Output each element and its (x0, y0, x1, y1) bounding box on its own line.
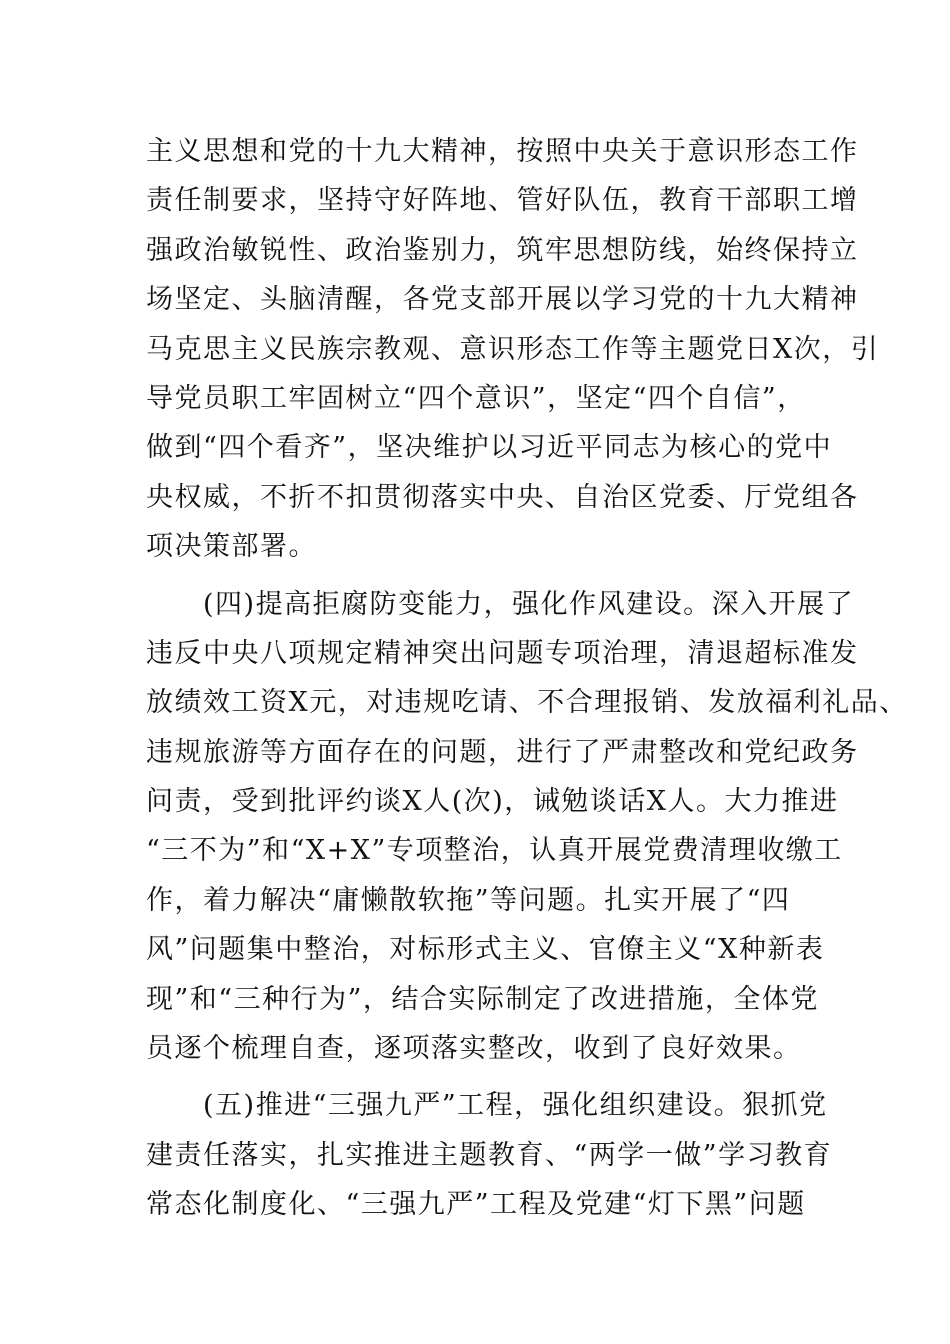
text-line: 强政治敏锐性、政治鉴别力，筑牢思想防线，始终保持立 (146, 234, 859, 266)
text-line: 违反中央八项规定精神突出问题专项治理，清退超标准发 (146, 637, 859, 669)
text-line: 放绩效工资X元，对违规吃请、不合理报销、发放福利礼品、 (146, 687, 908, 719)
text-line: 场坚定、头脑清醒，各党支部开展以学习党的十九大精神 (146, 284, 859, 316)
text-line: 导党员职工牢固树立“四个意识”，坚定“四个自信”， (146, 382, 806, 414)
paragraph-heading-line: (四)提高拒腐防变能力，强化作风建设。深入开展了 (146, 588, 855, 620)
text-line: 项决策部署。 (146, 531, 317, 563)
text-line: 员逐个梳理自查，逐项落实整改，收到了良好效果。 (146, 1033, 802, 1065)
text-line: 作，着力解决“庸懒散软拖”等问题。扎实开展了“四 (146, 884, 791, 916)
text-line: 马克思主义民族宗教观、意识形态工作等主题党日X次，引 (146, 333, 880, 365)
text-line: 常态化制度化、“三强九严”工程及党建“灯下黑”问题 (146, 1189, 806, 1221)
paragraph-heading-line: (五)推进“三强九严”工程，强化组织建设。狠抓党 (146, 1090, 828, 1122)
text-line: 做到“四个看齐”，坚决维护以习近平同志为核心的党中 (146, 432, 833, 464)
text-line: 央权威，不折不扣贯彻落实中央、自治区党委、厅党组各 (146, 481, 859, 513)
body-text (146, 127, 908, 1230)
text-line: 主义思想和党的十九大精神，按照中央关于意识形态工作 (146, 136, 859, 167)
text-line: 风”问题集中整治，对标形式主义、官僚主义“X种新表 (146, 934, 825, 966)
text-line: 建责任落实，扎实推进主题教育、“两学一做”学习教育 (146, 1139, 833, 1171)
paragraph-gap (146, 572, 816, 580)
text-line: 责任制要求，坚持守好阵地、管好队伍，教育干部职工增 (146, 185, 859, 217)
text-line: 现”和“三种行为”，结合实际制定了改进措施，全体党 (146, 983, 819, 1015)
text-line: “三不为”和“X+X”专项整治，认真开展党费清理收缴工 (146, 835, 843, 867)
text-line: 违规旅游等方面存在的问题，进行了严肃整改和党纪政务 (146, 736, 859, 768)
paragraph-gap (146, 1073, 816, 1081)
text-line: 问责，受到批评约谈X人(次)，诫勉谈话X人。大力推进 (146, 786, 839, 818)
